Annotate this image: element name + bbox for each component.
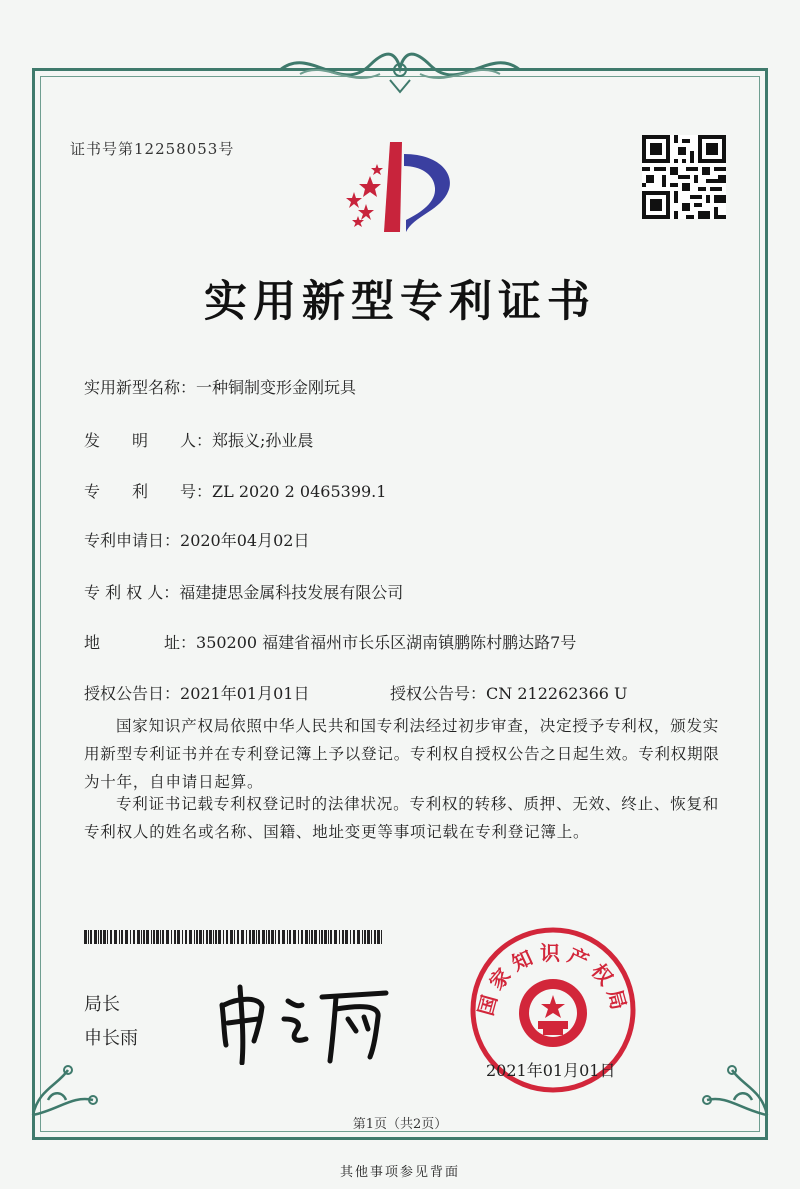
legal-status-paragraph: 专利证书记载专利权登记时的法律状况。专利权的转移、质押、无效、终止、恢复和专利权人的姓名或名称、国籍、地址变更等事项记载在专利登记簿上。 (84, 795, 720, 841)
utility-model-name-label: 实用新型名称： (84, 378, 197, 397)
signatory-role: 局长 (84, 994, 120, 1015)
grant-number-label: 授权公告号： (390, 684, 487, 703)
certificate-title: 实用新型专利证书 (204, 277, 596, 327)
grant-date-value: 2021年01月01日 (180, 684, 310, 703)
patent-number-row (84, 479, 386, 502)
utility-model-name-row (84, 375, 356, 398)
filing-date-row (84, 528, 309, 551)
utility-model-name-value: 一种铜制变形金刚玩具 (196, 378, 357, 397)
inventor-label: 发 明 人： (84, 431, 213, 450)
grant-date-label: 授权公告日： (84, 684, 181, 703)
address-row (84, 630, 576, 653)
inventor-row (84, 428, 313, 451)
handwritten-signature (210, 975, 400, 1065)
address-label: 地 址： (84, 633, 197, 652)
filing-date-label: 专利申请日： (84, 531, 181, 550)
qr-code (642, 132, 726, 222)
barcode (84, 930, 384, 944)
patentee-label: 专 利 权 人： (84, 583, 180, 602)
grant-number-row (390, 681, 628, 704)
back-side-note: 其他事项参见背面 (339, 1165, 460, 1180)
patent-office-logo (332, 132, 467, 242)
grant-statement-paragraph: 国家知识产权局依照中华人民共和国专利法经过初步审查，决定授予专利权，颁发实用新型专利证书并在专利登记簿上予以登记。专利权自授权公告之日起生效。专利权期限为十年，自申请日起算。 (84, 717, 720, 791)
seal-date: 2021年01月01日 (486, 1061, 616, 1080)
grant-number-value: CN 212262366 U (486, 684, 628, 703)
corner-ornament-bottom-left (28, 1050, 108, 1120)
filing-date-value: 2020年04月02日 (180, 531, 310, 550)
patent-number-label: 专 利 号： (84, 482, 213, 501)
inventor-value: 郑振义;孙业晨 (212, 431, 314, 450)
seal-text: 国家知识产权局 (473, 941, 633, 1019)
patent-number-value: ZL 2020 2 0465399.1 (212, 482, 387, 501)
certificate-number: 证书号第12258053号 (70, 140, 235, 158)
patentee-value: 福建捷思金属科技发展有限公司 (179, 583, 404, 602)
address-value: 350200 福建省福州市长乐区湖南镇鹏陈村鹏达路7号 (196, 633, 577, 652)
grant-date-row (84, 681, 309, 704)
patentee-row (84, 580, 403, 603)
page-number: 第1页（共2页） (352, 1117, 448, 1132)
top-ornament (270, 40, 530, 100)
signatory-name: 申长雨 (84, 1028, 138, 1049)
corner-ornament-bottom-right (692, 1050, 772, 1120)
